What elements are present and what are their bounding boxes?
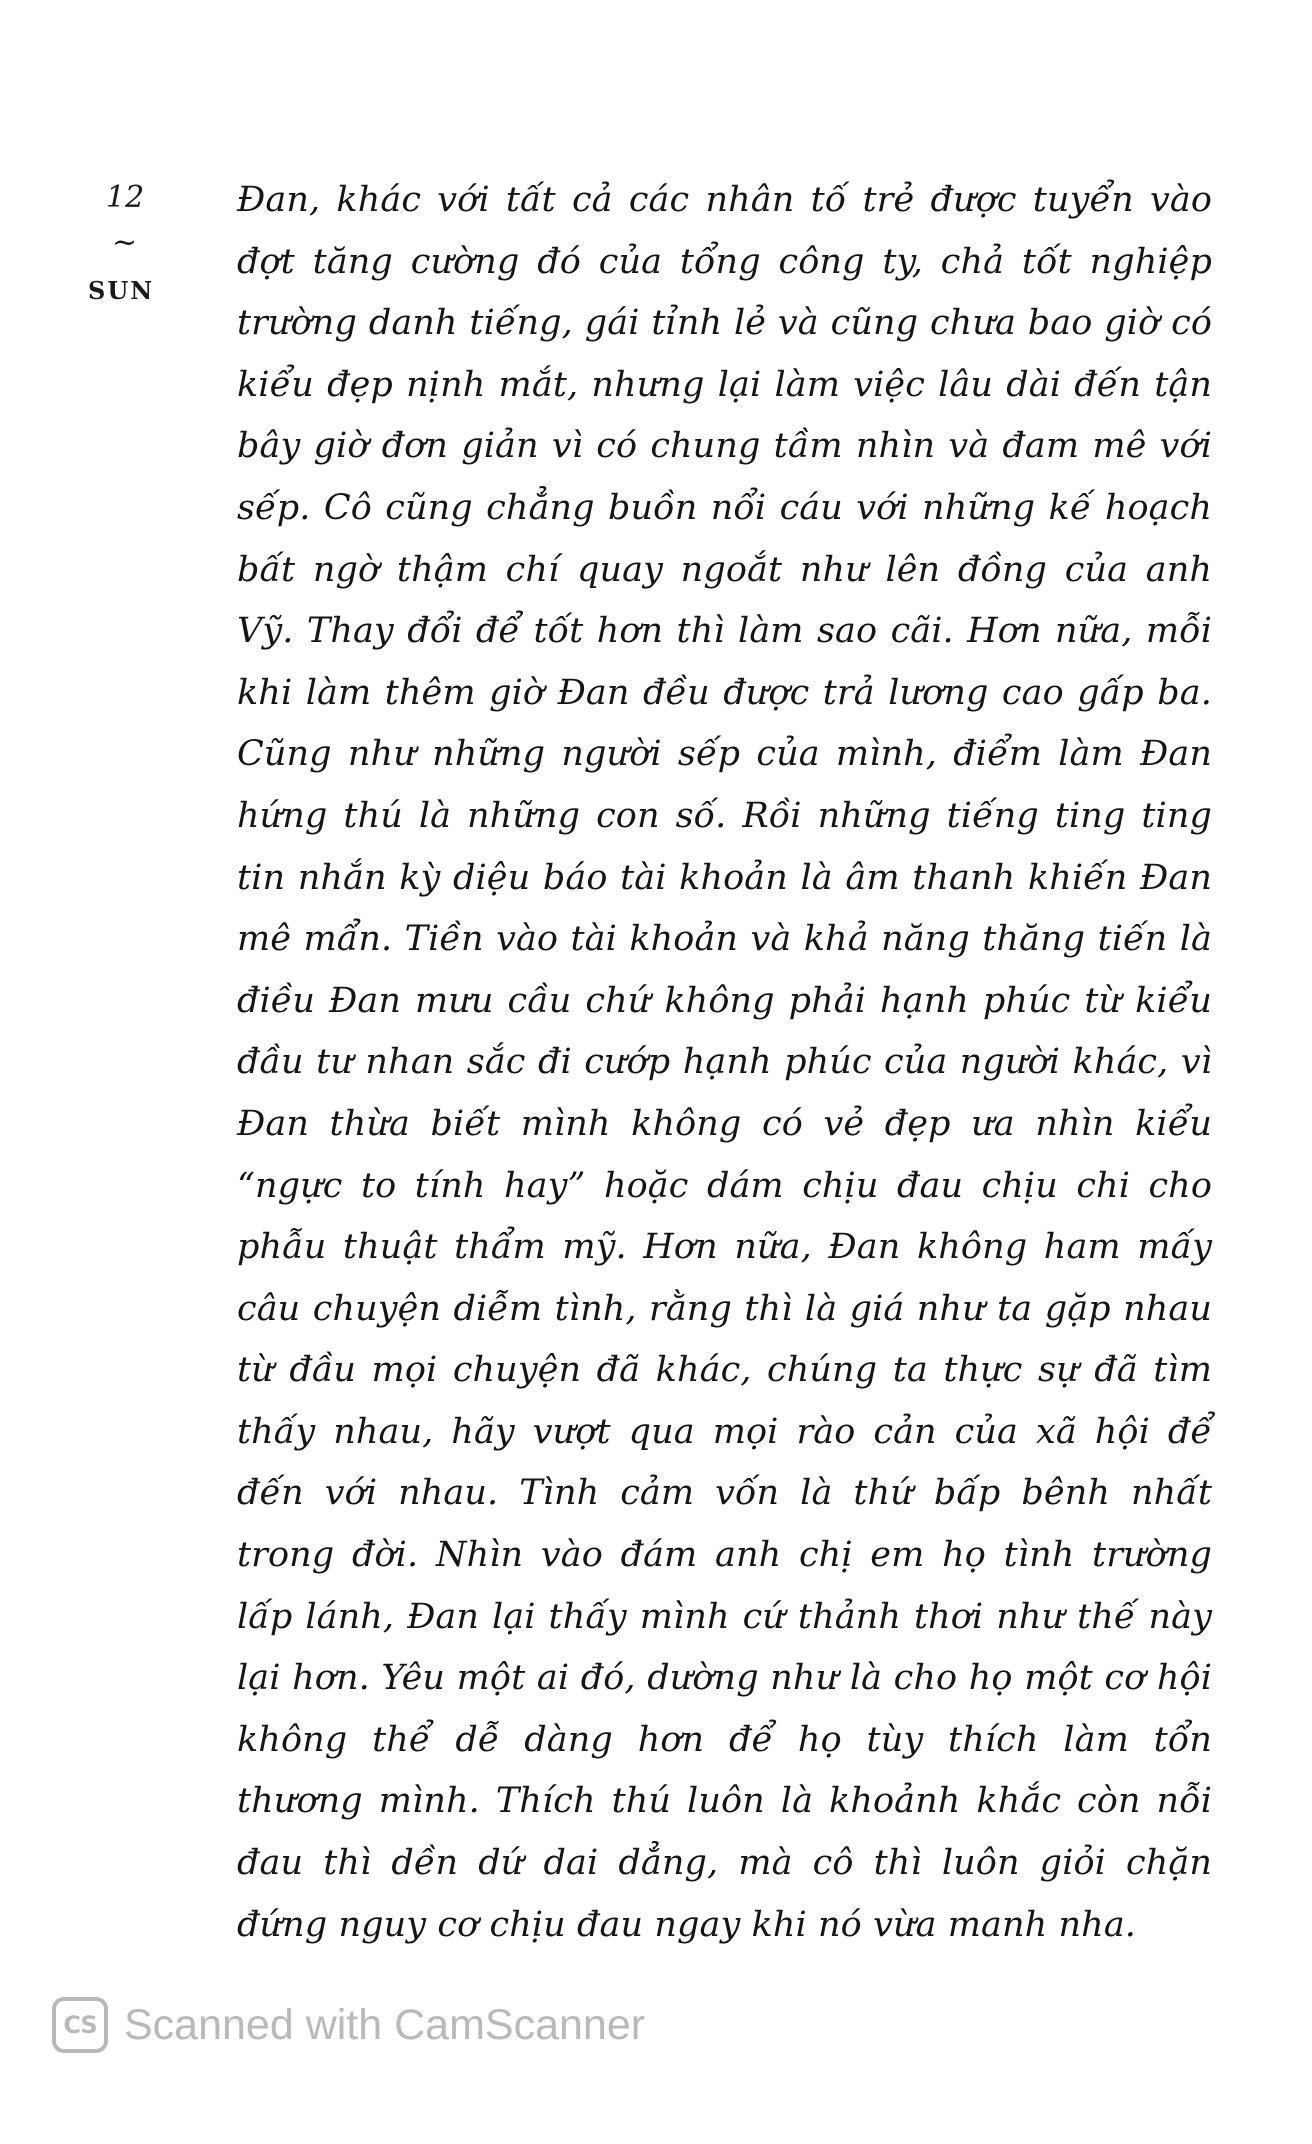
running-title: SUN (88, 276, 155, 305)
scanner-watermark (52, 1990, 645, 2060)
watermark-text: Scanned with CamScanner (124, 2000, 646, 2049)
body-paragraph: Đan, khác với tất cả các nhân tố trẻ được tuyển vào đợt tăng cường đó của tổng công ty, chả tốt nghiệp trường danh tiếng, gái tỉnh lẻ và cũng chưa bao giờ có kiểu đẹp nịnh mắt, nhưng lại làm việc lâu dài đến tận bây giờ đơn giản vì có chung tầm nhìn và đam mê với sếp. Cô cũng chẳng buồn nổi cáu với những kế hoạch bất ngờ thậm chí quay ngoắt như lên đồng của anh Vỹ. Thay đổi để tốt hơn thì làm sao cãi. Hơn nữa, mỗi khi làm thêm giờ Đan đều được trả lương cao gấp ba. Cũng như những người sếp của mình, điểm làm Đan hứng thú là những con số. Rồi những tiếng ting ting tin nhắn kỳ diệu báo tài khoản là âm thanh khiến Đan mê mẩn. Tiền vào tài khoản và khả năng thăng tiến là điều Đan mưu cầu chứ không phải hạnh phúc từ kiểu đầu tư nhan sắc đi cướp hạnh phúc của người khác, vì Đan thừa biết mình không có vẻ đẹp ưa nhìn kiểu “ngực to tính hay” hoặc dám chịu đau chịu chi cho phẫu thuật thẩm mỹ. Hơn nữa, Đan không ham mấy câu chuyện diễm tình, rằng thì là giá như ta gặp nhau từ đầu mọi chuyện đã khác, chúng ta thực sự đã tìm thấy nhau, hãy vượt qua mọi rào cản của xã hội để đến với nhau. Tình cảm vốn là thứ bấp bênh nhất trong đời. Nhìn vào đám anh chị em họ tình trường lấp lánh, Đan lại thấy mình cứ thảnh thơi như thế này lại hơn. Yêu một ai đó, dường như là cho họ một cơ hội không thể dễ dàng hơn để họ tùy thích làm tổn thương mình. Thích thú luôn là khoảnh khắc còn nỗi đau thì dền dứ dai dẳng, mà cô thì luôn giỏi chặn đứng nguy cơ chịu đau ngay khi nó vừa manh nha. (237, 180, 1212, 1945)
page-number: 12 (106, 180, 145, 215)
page-margin (82, 178, 182, 308)
margin-ornament: ~ (112, 225, 138, 260)
camscanner-logo-icon: CS (52, 1997, 108, 2053)
